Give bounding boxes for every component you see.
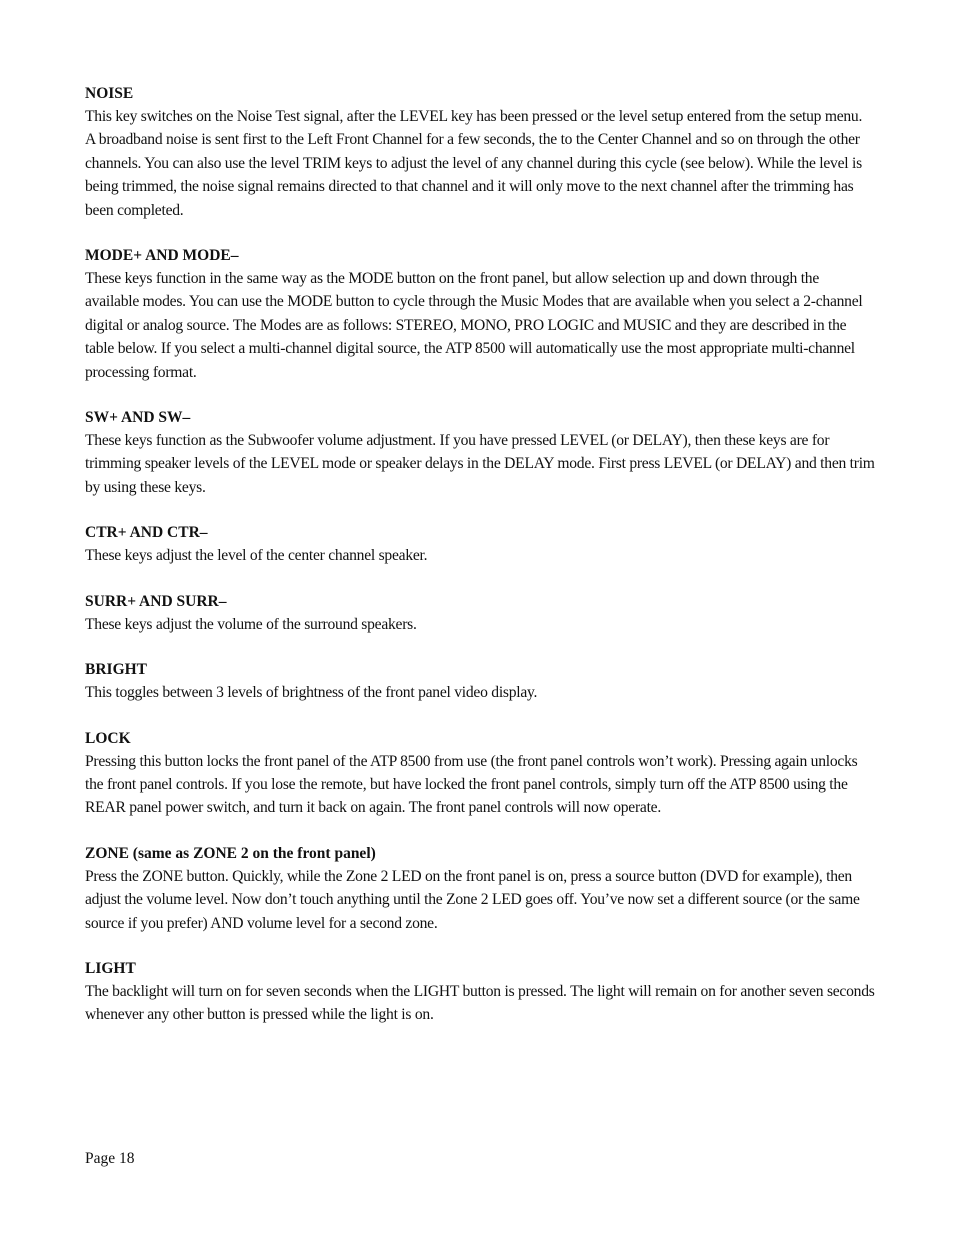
- section-heading: SW+ AND SW–: [85, 409, 191, 427]
- section-heading: LOCK: [85, 729, 131, 747]
- section-body: Pressing this button locks the front panel of the ATP 8500 from use (the front panel controls won’t work). Pressing again unlocks the front panel controls. If you lose the remote, but have locked the front panel controls, simply turn off the ATP 8500 using the REAR panel power switch, and turn it back on again. The front panel controls will now operate.: [85, 752, 858, 817]
- section-body: Press the ZONE button. Quickly, while the Zone 2 LED on the front panel is on, press a source button (DVD for example), then adjust the volume level. Now don’t touch anything until the Zone 2 LED goes off. You’ve now set a different source (or the same source if you prefer) AND volume level for a second zone.: [85, 867, 860, 932]
- section-body: The backlight will turn on for seven seconds when the LIGHT button is pressed. The light will remain on for another seven seconds whenever any other button is pressed while the light is on.: [85, 982, 875, 1024]
- section-mode: [85, 244, 875, 384]
- section-body: These keys adjust the level of the center channel speaker.: [85, 547, 428, 565]
- page-content: [85, 82, 875, 1049]
- section-body: These keys function as the Subwoofer volume adjustment. If you have pressed LEVEL (or DELAY), then these keys are for trimming speaker levels of the LEVEL mode or speaker delays in the DELAY mode. First press LEVEL (or DELAY) and then trim by using these keys.: [85, 432, 875, 496]
- section-heading: LIGHT: [85, 959, 136, 977]
- section-body: These keys function in the same way as the MODE button on the front panel, but allow selection up and down through the available modes. You can use the MODE button to cycle through the Music Modes that are available when you select a 2-channel digital or analog source. The Modes are as follows: STEREO, MONO, PRO LOGIC and MUSIC and they are described in the table below. If you select a multi-channel digital source, the ATP 8500 will automatically use the most appropriate multi-channel processing format.: [85, 270, 863, 381]
- page-number: Page 18: [85, 1150, 135, 1167]
- section-heading: SURR+ AND SURR–: [85, 592, 227, 610]
- section-heading: NOISE: [85, 85, 134, 102]
- section-noise: [85, 82, 875, 222]
- section-light: [85, 957, 875, 1027]
- section-zone: [85, 842, 875, 935]
- section-heading: MODE+ AND MODE–: [85, 247, 239, 265]
- section-body: This key switches on the Noise Test signal, after the LEVEL key has been pressed or the level setup entered from the setup menu. A broadband noise is sent first to the Left Front Channel for a few seconds, the to the Center Channel and so on through the other channels. You can also use the level TRIM keys to adjust the level of any channel during this cycle (see below). While the level is being trimmed, the noise signal remains directed to that channel and it will only move to the next channel after the trimming has been completed.: [85, 108, 863, 219]
- section-heading: BRIGHT: [85, 661, 148, 679]
- section-lock: [85, 727, 875, 820]
- section-sw: [85, 406, 875, 499]
- section-ctr: [85, 521, 875, 567]
- section-bright: [85, 658, 875, 704]
- section-body: This toggles between 3 levels of brightness of the front panel video display.: [85, 684, 538, 702]
- section-heading: CTR+ AND CTR–: [85, 524, 208, 542]
- section-surr: [85, 590, 875, 636]
- section-body: These keys adjust the volume of the surround speakers.: [85, 615, 417, 633]
- section-heading: ZONE (same as ZONE 2 on the front panel): [85, 844, 376, 862]
